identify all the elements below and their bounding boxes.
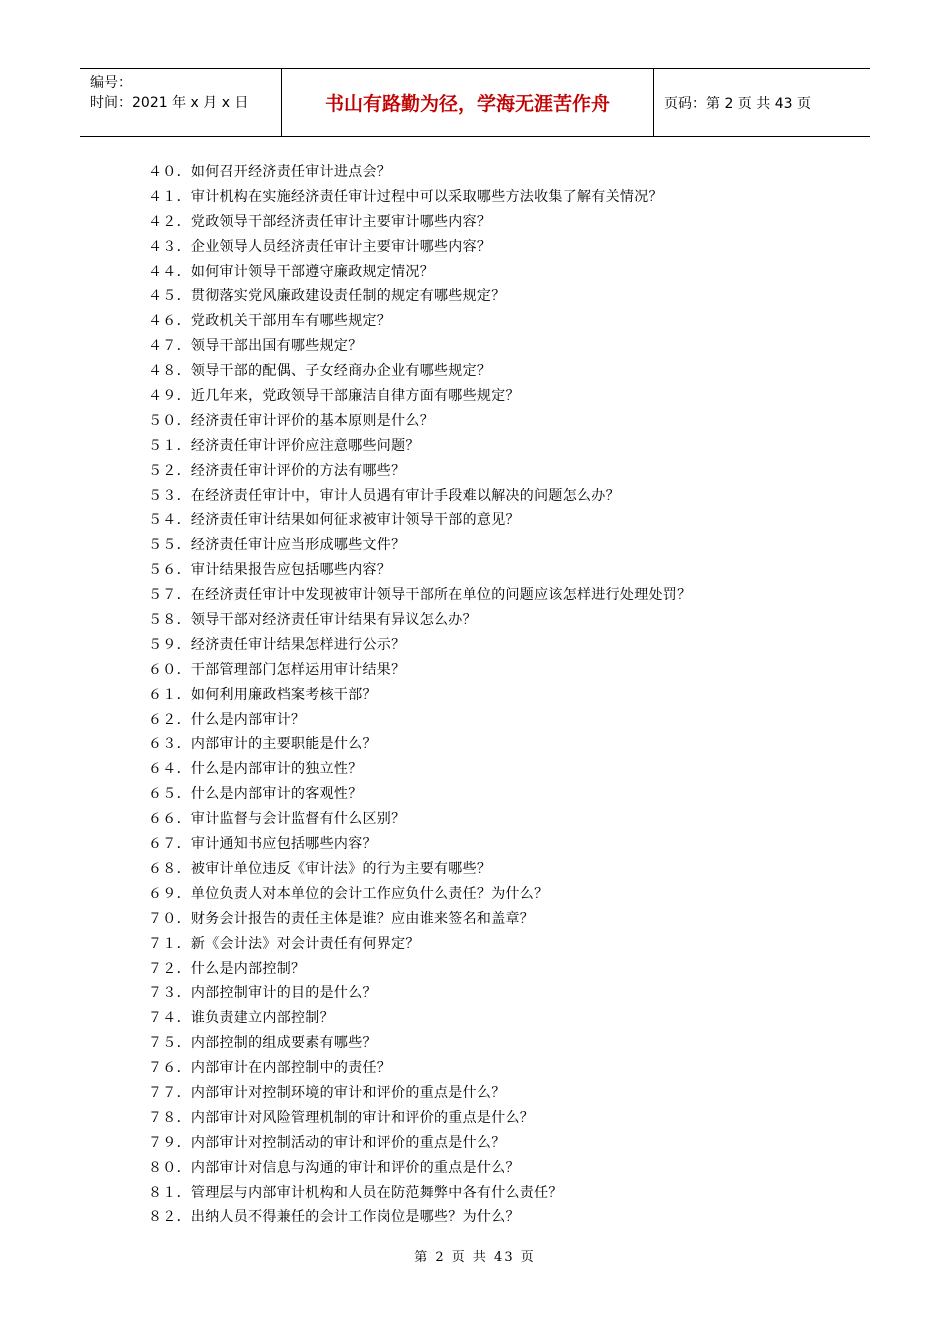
question-item: ６５．什么是内部审计的客观性？: [148, 786, 363, 803]
question-item: ８１．管理层与内部审计机构和人员在防范舞弊中各有什么责任？: [148, 1184, 563, 1201]
question-item: ７０．财务会计报告的责任主体是谁？应由谁来签名和盖章？: [148, 910, 535, 927]
page-header: [80, 68, 870, 137]
header-meta: [80, 69, 282, 136]
question-item: ８０．内部审计对信息与沟通的审计和评价的重点是什么？: [148, 1159, 520, 1176]
header-page-number: 页码：第 2 页 共 43 页: [664, 95, 811, 112]
question-item: ８２．出纳人员不得兼任的会计工作岗位是哪些？为什么？: [148, 1209, 520, 1226]
question-item: ６９．单位负责人对本单位的会计工作应负什么责任？为什么？: [148, 885, 549, 902]
question-item: ６７．审计通知书应包括哪些内容？: [148, 836, 377, 853]
header-motto: 书山有路勤为径，学海无涯苦作舟: [282, 69, 654, 136]
question-item: ７４．谁负责建立内部控制？: [148, 1010, 334, 1027]
question-item: ４６．党政机关干部用车有哪些规定？: [148, 313, 392, 330]
question-item: ６３．内部审计的主要职能是什么？: [148, 736, 377, 753]
question-item: ５９．经济责任审计结果怎样进行公示？: [148, 636, 406, 653]
question-item: ４２．党政领导干部经济责任审计主要审计哪些内容？: [148, 213, 492, 230]
question-item: ７３．内部控制审计的目的是什么？: [148, 985, 377, 1002]
question-item: ５５．经济责任审计应当形成哪些文件？: [148, 537, 406, 554]
question-item: ５６．审计结果报告应包括哪些内容？: [148, 562, 392, 579]
question-item: ６１．如何利用廉政档案考核干部？: [148, 686, 377, 703]
question-item: ４０．如何召开经济责任审计进点会？: [148, 164, 392, 180]
question-item: ７６．内部审计在内部控制中的责任？: [148, 1060, 392, 1077]
question-item: ７７．内部审计对控制环境的审计和评价的重点是什么？: [148, 1084, 506, 1101]
question-item: ６４．什么是内部审计的独立性？: [148, 761, 363, 778]
question-item: ６８．被审计单位违反《审计法》的行为主要有哪些？: [148, 860, 492, 877]
question-item: ５１．经济责任审计评价应注意哪些问题？: [148, 437, 420, 454]
question-list: [148, 160, 848, 1230]
page-footer: 第 2 页 共 43 页: [414, 1250, 536, 1265]
document-number-label: 编号：: [90, 75, 132, 91]
question-item: ７９．内部审计对控制活动的审计和评价的重点是什么？: [148, 1134, 506, 1151]
question-item: ５０．经济责任审计评价的基本原则是什么？: [148, 412, 434, 429]
question-item: ５３．在经济责任审计中，审计人员遇有审计手段难以解决的问题怎么办？: [148, 487, 620, 504]
question-item: ６２．什么是内部审计？: [148, 711, 306, 728]
question-item: ４３．企业领导人员经济责任审计主要审计哪些内容？: [148, 238, 492, 255]
question-item: ４７．领导干部出国有哪些规定？: [148, 338, 363, 355]
question-item: ６６．审计监督与会计监督有什么区别？: [148, 811, 406, 828]
question-item: ４８．领导干部的配偶、子女经商办企业有哪些规定？: [148, 363, 492, 380]
question-item: ４９．近几年来，党政领导干部廉洁自律方面有哪些规定？: [148, 388, 520, 405]
question-item: ４４．如何审计领导干部遵守廉政规定情况？: [148, 263, 434, 280]
question-item: ６０．干部管理部门怎样运用审计结果？: [148, 661, 406, 678]
question-item: ５８．领导干部对经济责任审计结果有异议怎么办？: [148, 612, 477, 629]
question-item: ４５．贯彻落实党风廉政建设责任制的规定有哪些规定？: [148, 288, 506, 305]
question-item: ７１．新《会计法》对会计责任有何界定？: [148, 935, 420, 952]
question-item: ５７．在经济责任审计中发现被审计领导干部所在单位的问题应该怎样进行处理处罚？: [148, 587, 692, 604]
question-item: ４１．审计机构在实施经济责任审计过程中可以采取哪些方法收集了解有关情况？: [148, 188, 663, 205]
question-item: ７５．内部控制的组成要素有哪些？: [148, 1035, 377, 1052]
question-item: ７８．内部审计对风险管理机制的审计和评价的重点是什么？: [148, 1109, 535, 1126]
question-item: ５２．经济责任审计评价的方法有哪些？: [148, 462, 406, 479]
question-item: ７２．什么是内部控制？: [148, 960, 306, 977]
question-item: ５４．经济责任审计结果如何征求被审计领导干部的意见？: [148, 512, 520, 529]
document-time-label: 时间：2021 年 x 月 x 日: [90, 95, 249, 111]
